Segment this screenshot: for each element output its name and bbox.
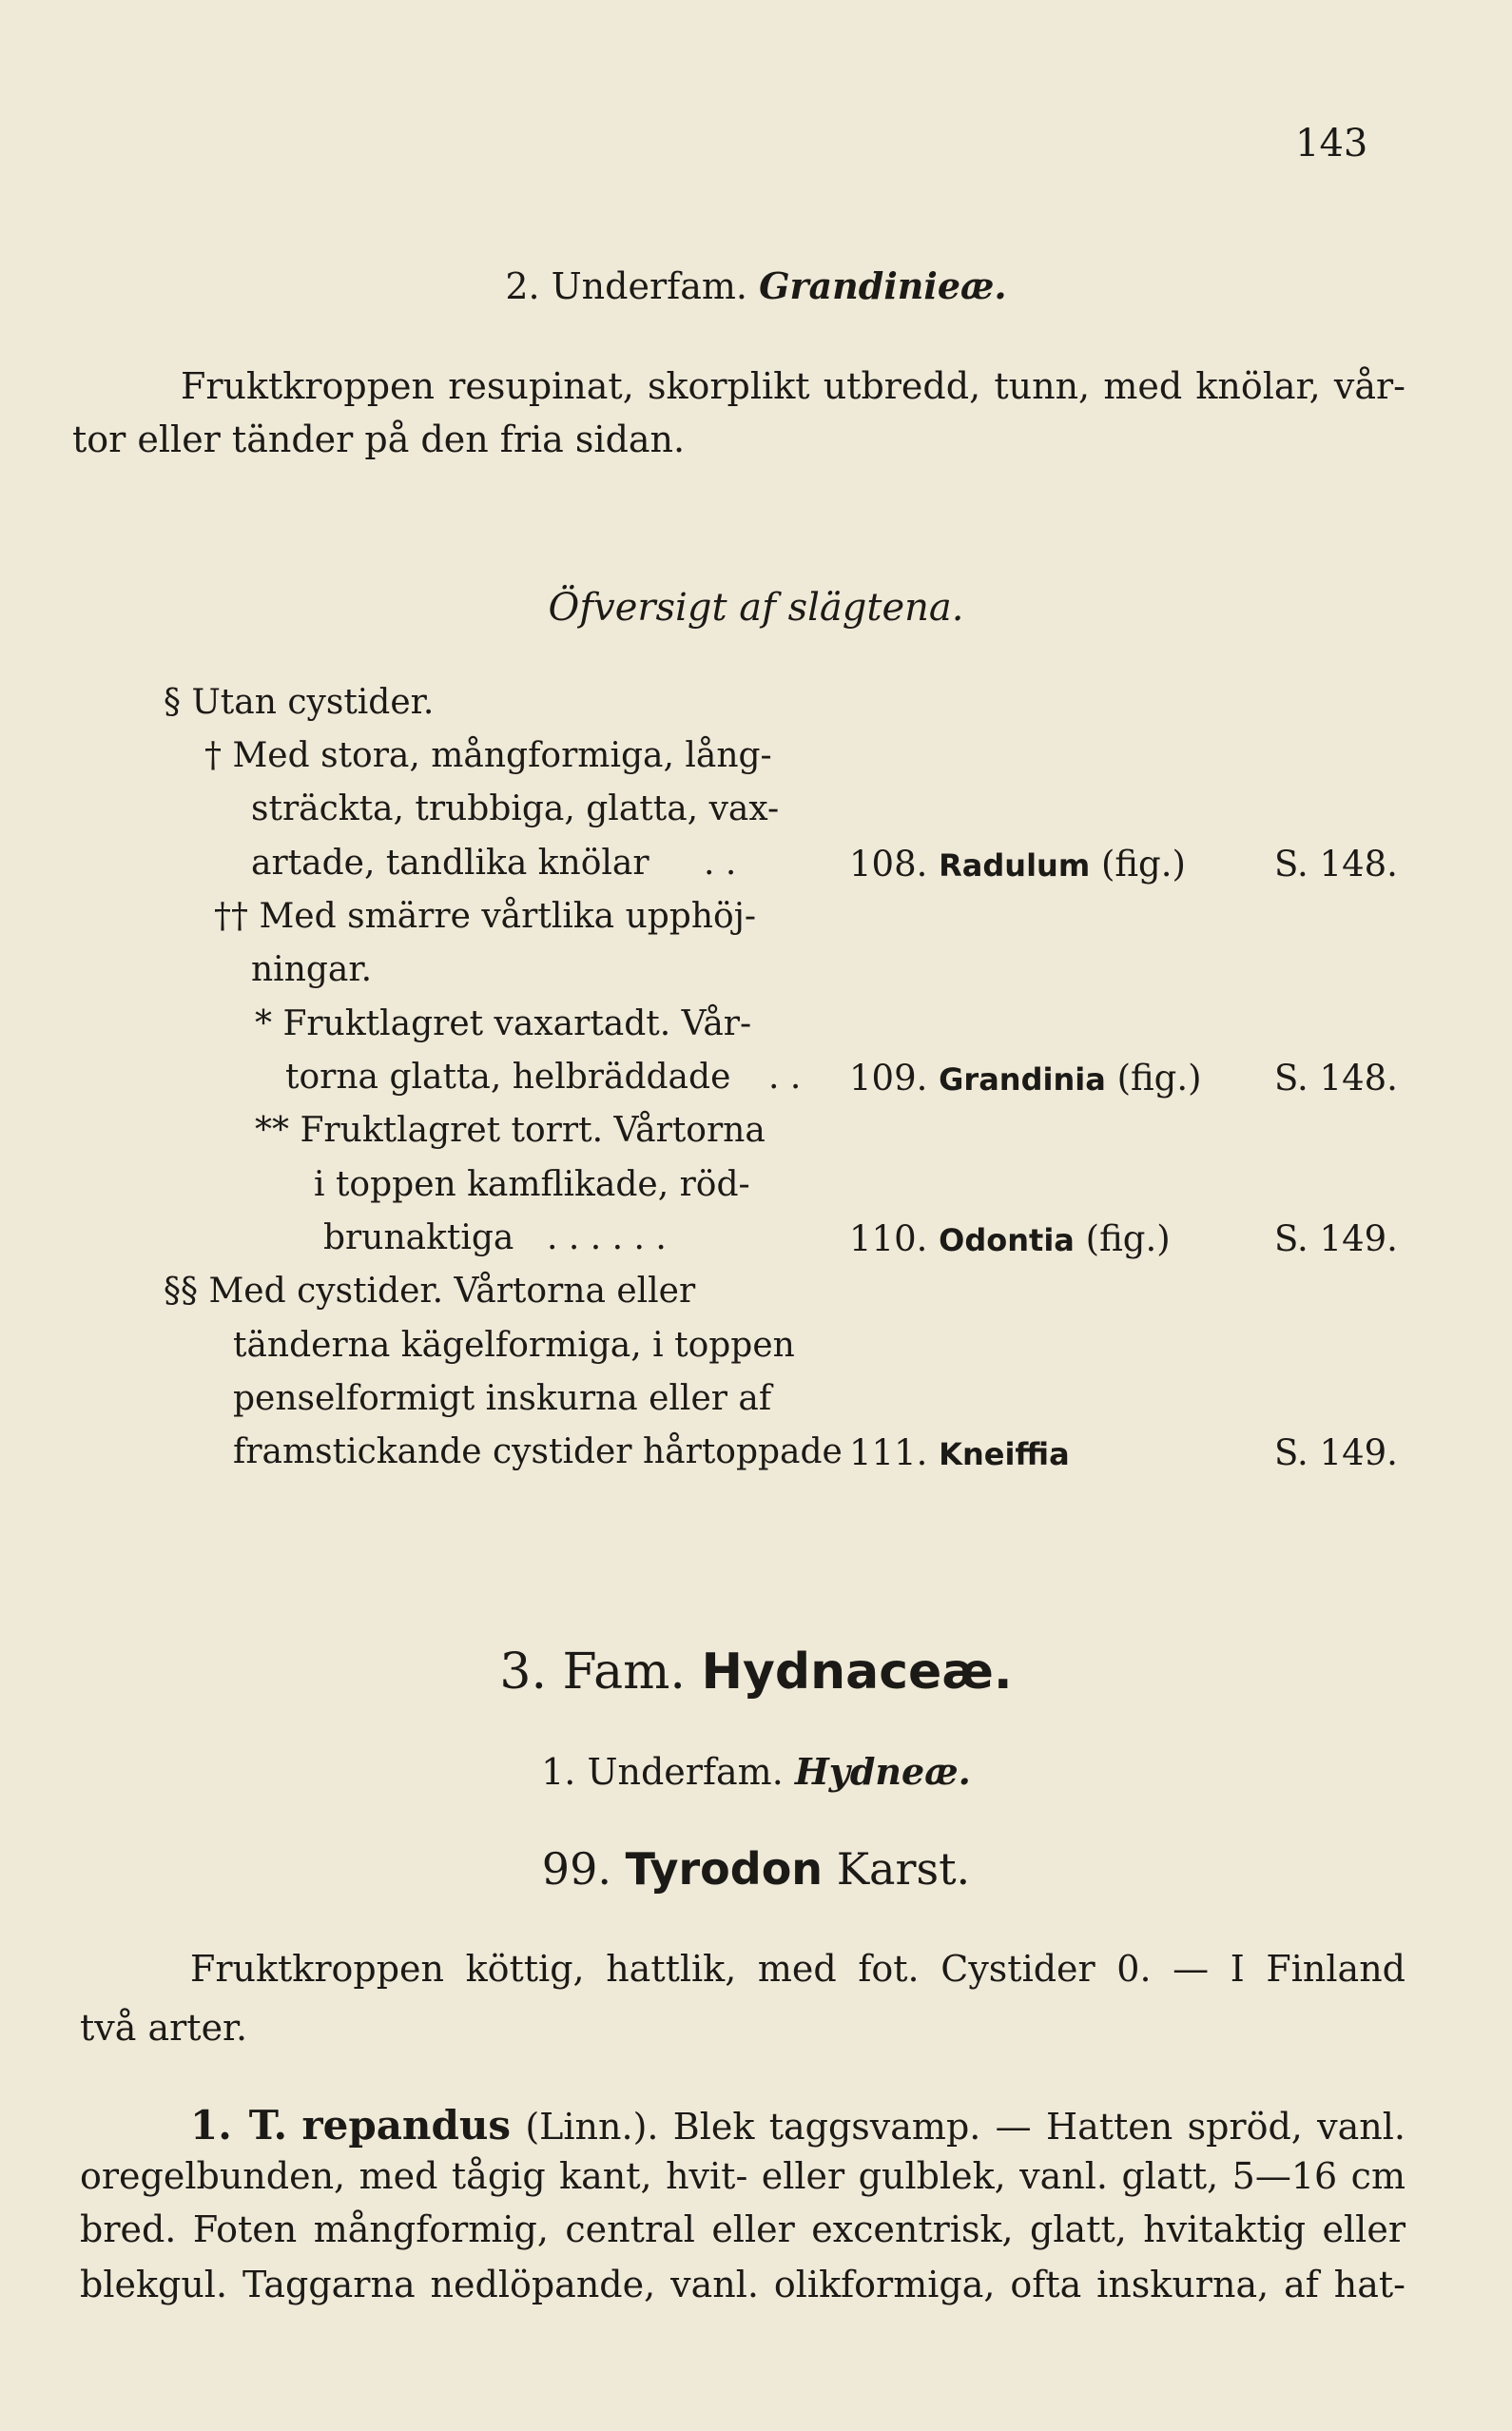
species-number: 1. T. [190,2102,288,2149]
genus-heading [0,1843,1512,1895]
key-line: sträckta, trubbiga, glatta, vax- [251,789,780,828]
genus-ref [849,1058,1202,1099]
leader-dots: . . . . . . [547,1218,667,1257]
genus-number: 99. [541,1843,611,1895]
key-line: ** Fruktlagret torrt. Vårtorna [255,1111,766,1150]
key-line: tänderna kägelformiga, i toppen [233,1326,795,1365]
key-line: torna glatta, helbräddade [285,1058,731,1097]
subfamily-heading [0,1750,1512,1793]
genus-number: 111. [849,1432,928,1473]
key-line: ningar. [251,950,373,989]
species-description: (Linn.). Blek taggsvamp. — Hatten spröd, vanl. [525,2106,1405,2148]
genus-description-line: två arter. [80,2007,248,2049]
leader-dots: . . [704,844,737,883]
species-line: blekgul. Taggarna nedlöpande, vanl. olikformiga, ofta inskurna, af hat- [80,2264,1405,2305]
subfamily-name: Grandinieæ. [759,264,1007,307]
family-label: 3. Fam. [499,1643,686,1701]
species-line: oregelbunden, med tågig kant, hvit- eller gulblek, vanl. glatt, 5—16 cm [80,2155,1405,2197]
genus-fig: (fig.) [1116,1058,1202,1099]
subfamily-description-line: tor eller tänder på den fria sidan. [72,418,686,460]
genus-fig: (fig.) [1100,844,1186,885]
subfamily-heading [0,264,1512,307]
key-line: brunaktiga [323,1218,514,1257]
family-name: Hydnaceæ. [701,1643,1013,1701]
genus-ref [849,1218,1171,1259]
genus-name: Radulum [939,847,1091,884]
subfamily-label: 1. Underfam. [541,1751,784,1793]
family-heading [0,1643,1512,1701]
subfamily-name: Hydneæ. [794,1750,971,1793]
key-line: §§ Med cystider. Vårtorna eller [164,1272,696,1311]
page-ref: S. 148. [1274,1058,1398,1099]
key-title: Öfversigt af slägtena. [548,586,964,630]
genus-name: Kneiffia [939,1436,1070,1472]
subfamily-description-line: Fruktkroppen resupinat, skorplikt utbredd, tunn, med knölar, vår- [181,365,1405,407]
genus-name: Odontia [939,1222,1075,1258]
genus-author: Karst. [836,1843,971,1895]
key-line: framstickande cystider hårtoppade [233,1432,843,1471]
key-line: * Fruktlagret vaxartadt. Vår- [255,1004,752,1043]
page-number: 143 [1295,122,1368,165]
page-ref: S. 149. [1274,1218,1398,1259]
page-ref: S. 149. [1274,1432,1398,1473]
key-line: § Utan cystider. [164,683,435,722]
genus-number: 110. [849,1218,928,1259]
species-entry-first-line [190,2102,1405,2149]
key-line: penselformigt inskurna eller af [233,1379,772,1418]
genus-ref [849,1432,1070,1473]
key-line: † Med stora, mångformiga, lång- [204,736,772,775]
genus-description-line: Fruktkroppen köttig, hattlik, med fot. Cystider 0. — I Finland [190,1948,1405,1990]
key-line: i toppen kamflikade, röd- [314,1165,750,1204]
genus-name: Grandinia [939,1061,1106,1098]
page-ref: S. 148. [1274,844,1398,885]
key-line: artade, tandlika knölar [251,844,649,883]
species-line: bred. Foten mångformig, central eller excentrisk, glatt, hvitaktig eller [80,2208,1405,2250]
genus-number: 109. [849,1058,928,1099]
genus-number: 108. [849,844,928,885]
subfamily-label: 2. Underfam. [505,265,747,307]
genus-fig: (fig.) [1085,1218,1171,1259]
key-line: †† Med smärre vårtlika upphöj- [214,897,757,936]
leader-dots: . . [768,1058,802,1097]
genus-ref [849,844,1186,885]
species-name: repandus [301,2102,512,2149]
genus-name: Tyrodon [625,1843,824,1895]
